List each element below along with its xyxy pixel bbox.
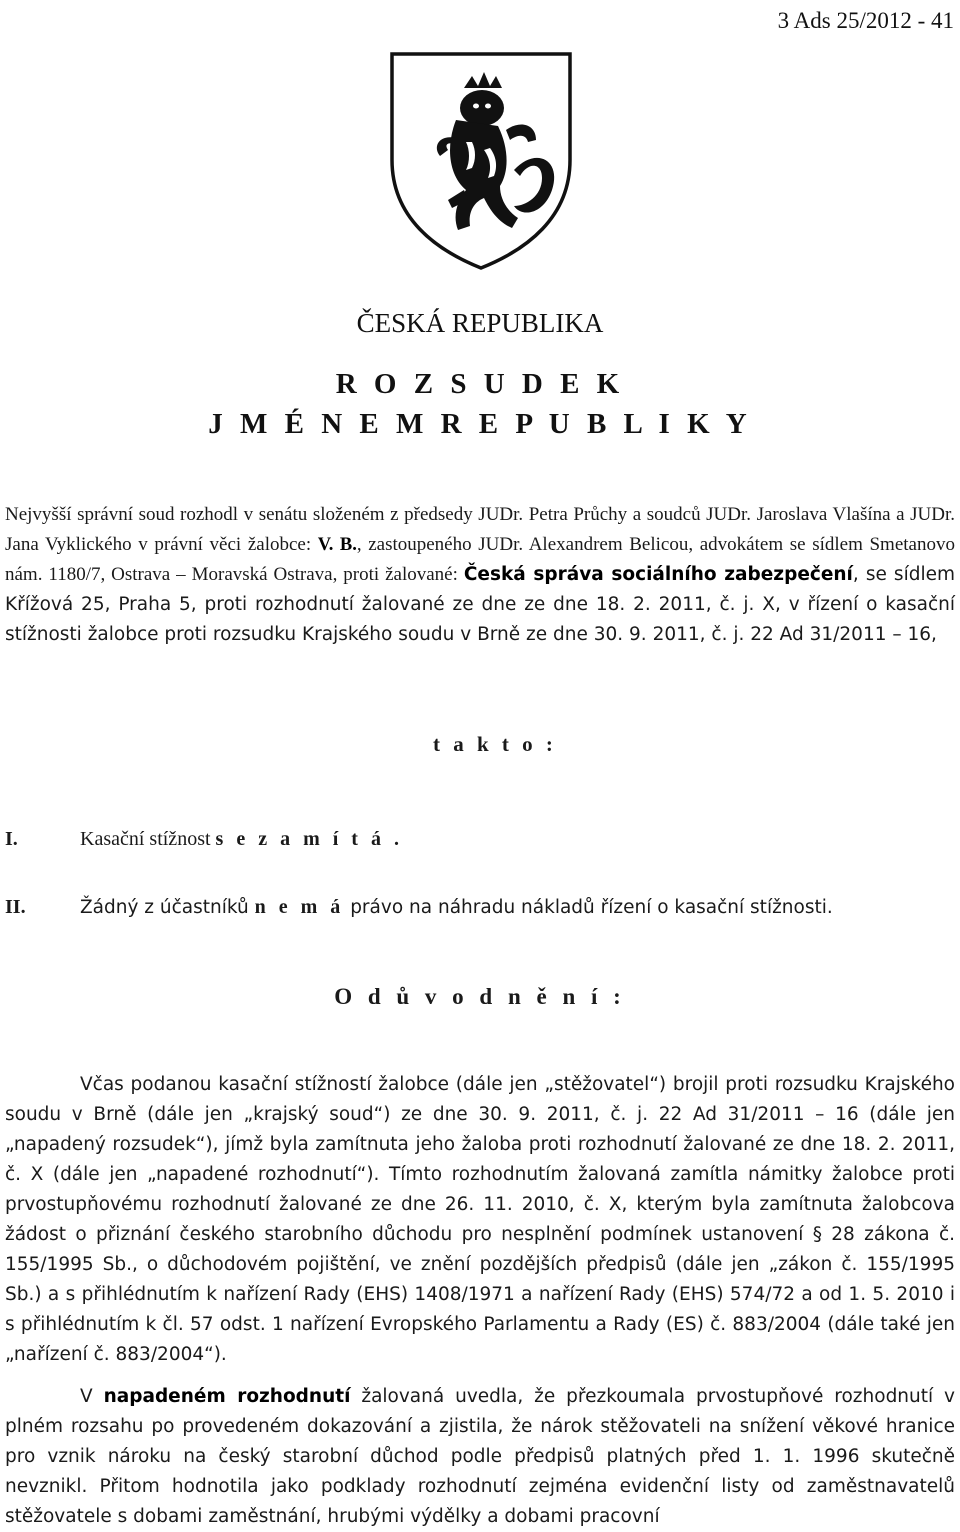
in-the-name-of-republic: J M É N E M R E P U B L I K Y [208, 408, 752, 440]
paragraph-text: žalovaná uvedla, že přezkoumala prvostupňové rozhodnutí v plném rozsahu po provedeném dokazování a zjistila, že nárok stěžovateli na snížení věkové hranice pro vznik nároku na český starobní důchod podle předpisů platných před 1. 1. 1996 skutečně nevznikl. Přitom hodnotila jako podklady rozhodnutí zejména evidenční listy od zaměstnavatelů stěžovatele s dobami zaměstnání, hrubými výdělky a dobami pracovní [5, 1386, 956, 1527]
verdict-numeral: I. [5, 828, 18, 850]
paragraph-text: V [80, 1386, 104, 1407]
verdict-text: Kasační stížnost [80, 828, 216, 850]
verdict-item [5, 896, 833, 919]
judgment-title: R O Z S U D E K [335, 368, 625, 400]
intro-text-1: Nejvyšší správní soud rozhodl v senátu složeném z předsedy JUDr. Petra Průchy a soudců JUDr. Jaroslava Vlašína a JUDr. Jana Vyklického v právní věci žalobce: [5, 504, 955, 555]
reasoning-paragraph-1: Včas podanou kasační stížností žalobce (dále jen „stěžovatel“) brojil proti rozsudku Krajského soudu v Brně (dále jen „krajský soud“) ze dne 30. 9. 2011, č. j. 22 Ad 31/2011 – 16 (dále jen „napadený rozsudek“), jímž byla zamítnuta jeho žaloba proti rozhodnutí žalované ze dne 18. 2. 2011, č. X (dále jen „napadené rozhodnutí“). Tímto rozhodnutím žalovaná zamítla námitky žalobce proti prvostupňovému rozhodnutí žalované ze dne 26. 11. 2010, č. X, kterým byla zamítnuta žalobcova žádost o přiznání českého starobního důchodu pro nesplnění podmínek ustanovení § 28 zákona č. 155/1995 Sb., o důchodovém pojištění, ve znění pozdějších předpisů (dále jen „zákon č. 155/1995 Sb.) a s přihlédnutím k nařízení Rady (EHS) 1408/1971 a nařízení Rady (EHS) 574/72 a od 1. 5. 2010 i s přihlédnutím k čl. 57 odst. 1 nařízení Evropského Parlamentu a Rady (ES) č. 883/2004 (dále také jen „nařízení č. 883/2004“). [5, 1074, 955, 1365]
intro-text-2: , zastoupeného JUDr. Alexandrem Belicou, advokátem se sídlem Smetanovo nám. 1180/7, Ostrava – Moravská Ostrava, proti žalované: [5, 534, 955, 585]
intro-paragraph [5, 500, 955, 650]
plaintiff-name: V. B. [317, 535, 357, 555]
verdict-text: právo na náhradu nákladů řízení o kasační stížnosti. [344, 897, 833, 918]
reasoning-heading: O d ů v o d n ě n í : [334, 984, 626, 1009]
czech-coat-of-arms-lion-icon [386, 50, 576, 272]
verdict-emphasis: n e m á [254, 896, 345, 918]
reasoning-paragraph-2 [5, 1382, 955, 1532]
defendant-name: Česká správa sociálního zabezpečení [463, 564, 853, 585]
verdict-emphasis: s e z a m í t á . [215, 828, 403, 850]
verdict-numeral: II. [5, 896, 26, 918]
country-name: ČESKÁ REPUBLIKA [356, 308, 604, 338]
case-number: 3 Ads 25/2012 - 41 [777, 8, 954, 33]
takto-label: t a k t o : [433, 732, 557, 756]
verdict-item [5, 828, 403, 851]
verdict-text: Žádný z účastníků [80, 897, 255, 918]
paragraph-bold: napadeném rozhodnutí [103, 1386, 351, 1407]
intro-text-3: , se sídlem Křížová 25, Praha 5, proti rozhodnutí žalované ze dne ze dne 18. 2. 2011, č. j. X, v řízení o kasační stížnosti žalobce proti rozsudku Krajského soudu v Brně ze dne 30. 9. 2011, č. j. 22 Ad 31/2011 – 16, [5, 564, 955, 645]
